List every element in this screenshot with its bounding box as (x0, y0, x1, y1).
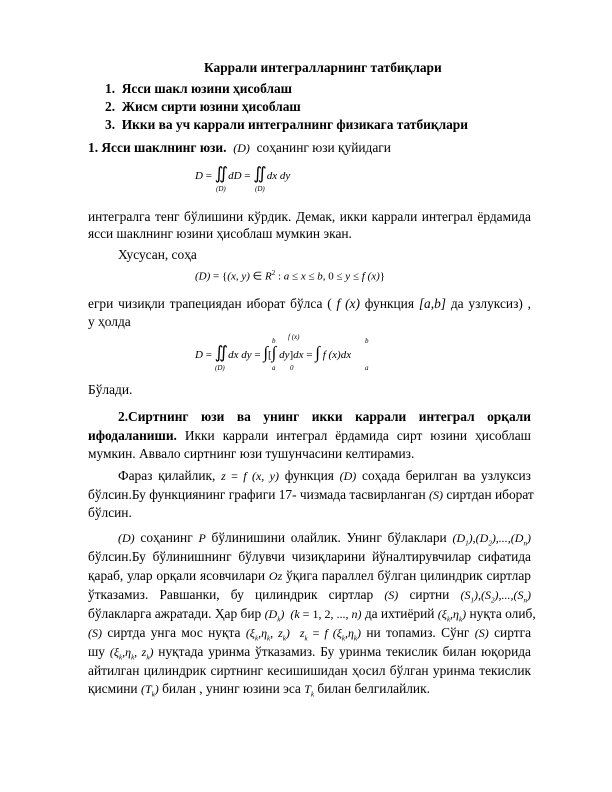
formula-sub: (D) (215, 364, 225, 372)
para-5-line-1: Фараз қилайлик, z = f (x, y) функция (D) соҳада берилган ва узлуксиз (118, 468, 531, 483)
para-3-line-1: егри чизиқли трапециядан иборат бўлса ( f (x) функция [a,b] да узлуксиз) , (88, 296, 531, 311)
section-2-line-3: мумкин. Аввало сиртнинг юзи тушунчасини келтирамиз. (88, 446, 415, 461)
para-5-line-2: бўлсин.Бу функциянинг графиги 17- чизмада тасвирланган (S) сиртдан иборат (88, 487, 534, 502)
para-2-line-1: Хусусан, соҳа (118, 247, 197, 262)
toc-item-2: 2. Жисм сирти юзини ҳисоблаш (105, 99, 301, 114)
para-6-line-5: бўлакларга ажратади. Ҳар бир $(D_k) (k = 1$, 2, ..., n) да ихтиёрий $(\xi_k,\eta_k)$ нуқта олиб, (88, 606, 536, 624)
para-6-line-7: шу ($\xi_k,\eta_k$, $z_k$) нуқтада уринма ўтказамиз. Бу уринма текислик билан юқорида (88, 644, 531, 662)
toc-item-3: 3. Икки ва уч каррали интегралнинг физикага татбиқлари (105, 117, 468, 132)
para-3-line-2: у ҳолда (88, 314, 131, 329)
para-6-line-1: (D) соҳанинг P бўлинишини олайлик. Унинг бўлаклари $(D_1),(D_2),...,(D_n)$ (118, 530, 531, 548)
section-1-intro: 1. Ясси шаклнинг юзи. (D) соҳанинг юзи қуйидаги (88, 140, 391, 155)
toc-item-1: 1. Ясси шакл юзини ҳисоблаш (105, 81, 292, 96)
formula-sub: 0 (290, 364, 294, 372)
formula-sup: b (365, 337, 369, 345)
formula-iterated: D = ∬dx dy = ∫[∫ dy]dx = ∫ f (x)dx (195, 343, 352, 362)
para-6-line-4: ўтказамиз. Равшанки, бу цилиндрик сиртлар (S) сиртни $(S_1),(S_2),...,(S_n)$ (88, 587, 531, 605)
formula-region: (D) = {(x, y) ∈ $R^2$ : a ≤ x ≤ b, 0 ≤ y ≤ f (x)} (195, 269, 386, 283)
formula-area-integral: D = ∬dD = ∬dx dy (195, 164, 291, 183)
doc-title: Каррали интегралларнинг татбиқлари (204, 60, 442, 75)
para-4: Бўлади. (88, 382, 133, 397)
section-2-line-2: ифодаланиши. Икки каррали интеграл ёрдамида сирт юзини ҳисоблаш (88, 428, 531, 443)
formula-sub: (D) (216, 185, 226, 193)
para-6-line-6: (S) сиртда унга мос нуқта ($\xi_k,\eta_k$, $z_k$) $z_k = f$ $(\xi_k,\eta_k)$ ни топамиз. Сўнг (S) сиртга (88, 625, 532, 643)
para-6-line-2: бўлсин.Бу бўлинишнинг бўлувчи чизиқларини йўналтирувчилар сифатида (88, 549, 531, 564)
para-6-line-3: қараб, улар орқали ясовчилари Oz ўқига параллел бўлган цилиндрик сиртлар (88, 568, 531, 583)
formula-sub: a (272, 364, 276, 372)
para-1-line-1: интегралга тенг бўлишини кўрдик. Демак, икки каррали интеграл ёрдамида (88, 209, 531, 224)
para-6-line-9: қисмини $(T_k)$ билан , унинг юзини эса $T_k$ билан белгилайлик. (88, 681, 430, 699)
para-1-line-2: ясси шаклнинг юзини ҳисоблаш мумкин экан. (88, 226, 352, 241)
formula-sub: a (365, 364, 369, 372)
formula-sup: b (272, 337, 276, 345)
para-6-line-8: айтилган цилиндрик сиртнинг кесишишидан ҳосил бўлган уринма текислик (88, 663, 531, 678)
formula-sub: (D) (255, 185, 265, 193)
para-5-line-3: бўлсин. (88, 505, 132, 520)
formula-sup: f (x) (288, 333, 300, 341)
section-2-line-1: 2.Сиртнинг юзи ва унинг икки каррали интеграл орқали (118, 409, 531, 424)
